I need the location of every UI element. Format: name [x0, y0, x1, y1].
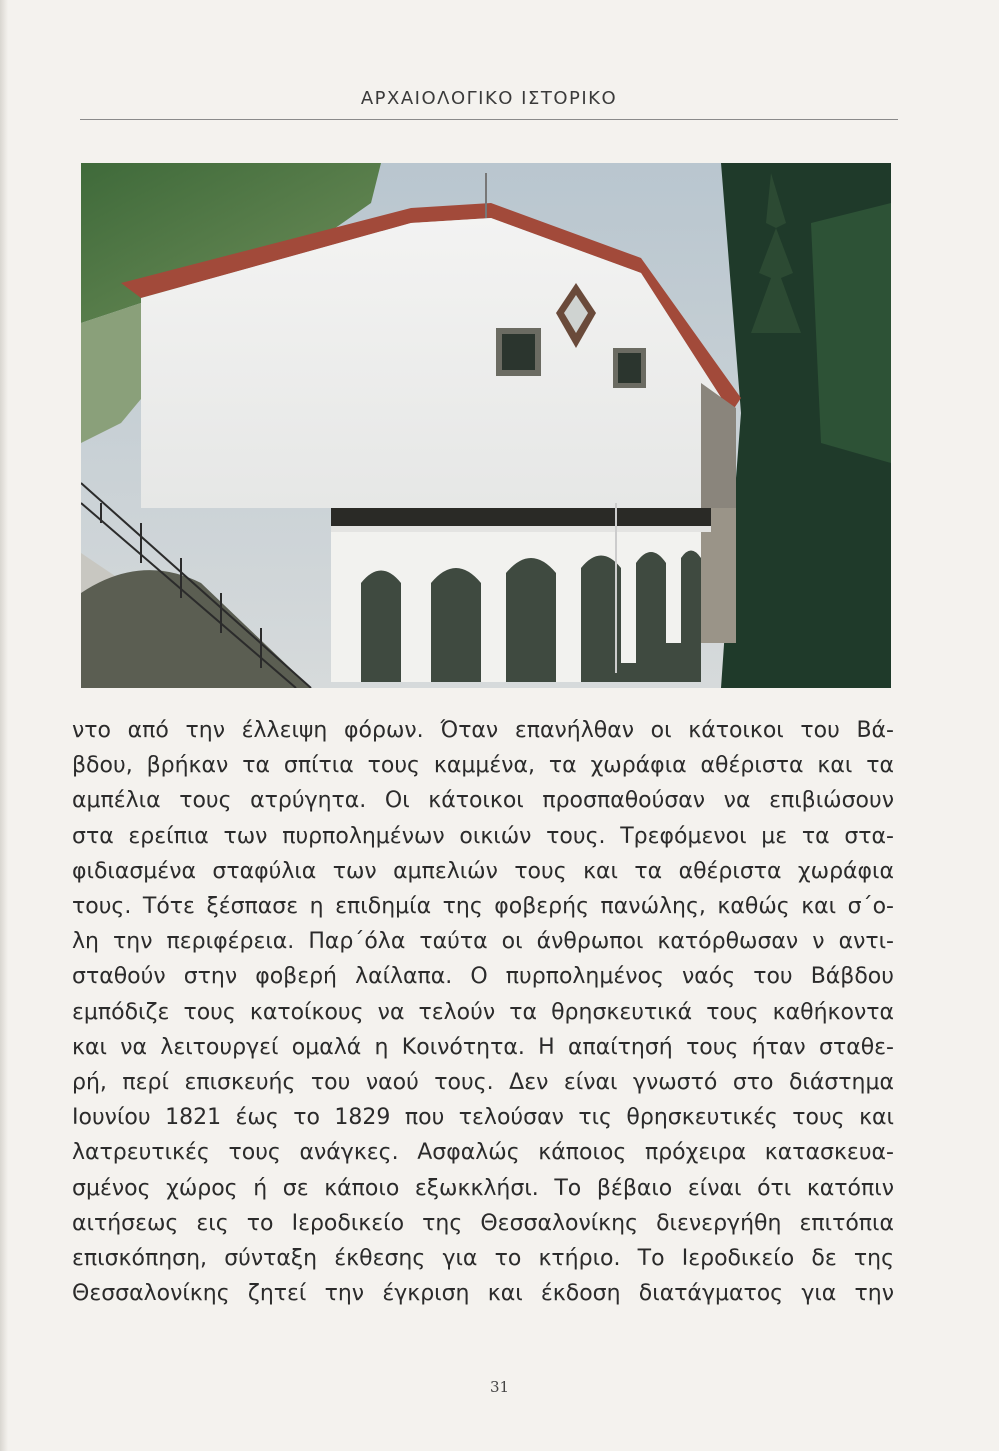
text-line: λατρευτικές τους ανάγκες. Ασφαλώς κάποιος πρόχειρα κατασκευα-: [72, 1140, 894, 1166]
text-line: επισκόπηση, σύνταξη έκθεσης για το κτήριο. Το Ιεροδικείο δε της: [72, 1246, 894, 1272]
text-line: φιδιασμένα σταφύλια των αμπελιών τους και τα αθέριστα χωράφια: [72, 858, 894, 884]
text-line: λη την περιφέρεια. Παρ΄όλα ταύτα οι άνθρωποι κατόρθωσαν ν αντι-: [72, 929, 894, 955]
body-paragraph: [72, 713, 894, 1311]
text-line: αιτήσεως εις το Ιεροδικείο της Θεσσαλονίκης διενεργήθη επιτόπια: [72, 1210, 894, 1236]
text-line: σταθούν στην φοβερή λαίλαπα. Ο πυρπολημένος ναός του Βάβδου: [72, 964, 894, 990]
text-line: αμπέλια τους ατρύγητα. Οι κάτοικοι προσπαθούσαν να επιβιώσουν: [72, 788, 894, 814]
running-head: ΑΡΧΑΙΟΛΟΓΙΚΟ ΙΣΤΟΡΙΚΟ: [360, 88, 618, 109]
text-line: βδου, βρήκαν τα σπίτια τους καμμένα, τα χωράφια αθέριστα και τα: [72, 753, 894, 779]
text-line: στα ερείπια των πυρπολημένων οικιών τους. Τρεφόμενοι με τα στα-: [72, 823, 894, 849]
text-line: Ιουνίου 1821 έως το 1829 που τελούσαν τις θρησκευτικές τους και: [72, 1105, 894, 1131]
text-line: ρή, περί επισκευής του ναού τους. Δεν είναι γνωστό στο διάστημα: [72, 1070, 894, 1096]
text-line: εμπόδιζε τους κατοίκους να τελούν τα θρησκευτικά τους καθήκοντα: [72, 999, 894, 1025]
text-line: σμένος χώρος ή σε κάποιο εξωκκλήσι. Το βέβαιο είναι ότι κατόπιν: [72, 1175, 894, 1201]
text-line: ντο από την έλλειψη φόρων. Όταν επανήλθαν οι κάτοικοι του Βά-: [72, 718, 894, 743]
header-rule: [80, 119, 898, 120]
text-line: τους. Τότε ξέσπασε η επιδημία της φοβερής πανώλης, καθώς και σ΄ο-: [72, 894, 894, 920]
scan-edge-shadow: [0, 0, 8, 1451]
text-line: και να λειτουργεί ομαλά η Κοινότητα. Η απαίτησή τους ήταν σταθε-: [72, 1034, 894, 1060]
page-number: 31: [489, 1378, 510, 1396]
church-photo: [81, 163, 891, 688]
text-line: Θεσσαλονίκης ζητεί την έγκριση και έκδοση διατάγματος για την: [72, 1281, 894, 1307]
